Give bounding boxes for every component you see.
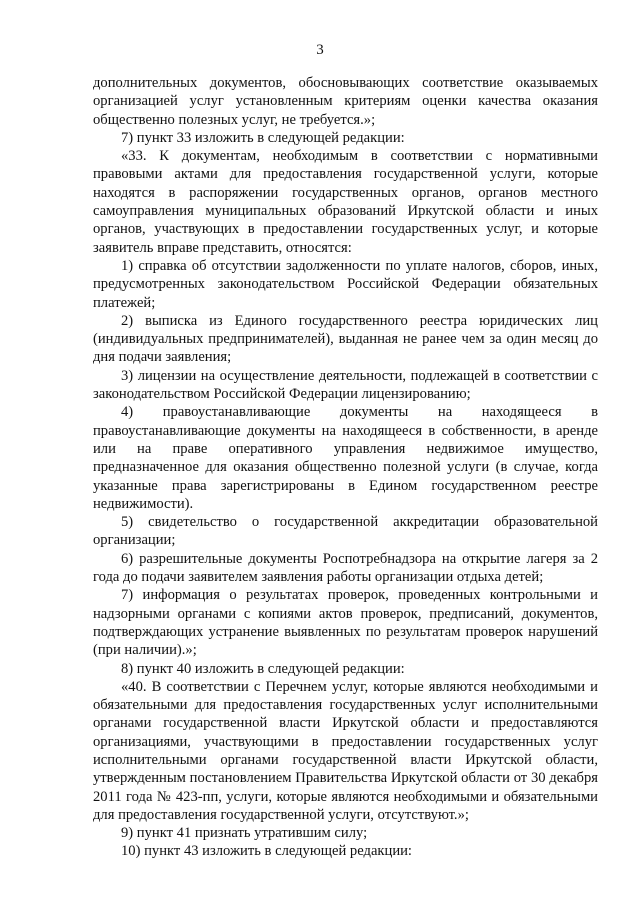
paragraph-continuation: дополнительных документов, обосновывающих соответствие оказываемых организацией услуг установленным критериям оценки качества оказания общественно полезных услуг, не требуется.»; bbox=[93, 75, 598, 128]
paragraph-subitem-5: 5) свидетельство о государственной аккредитации образовательной организации; bbox=[93, 514, 598, 549]
paragraph-subitem-6: 6) разрешительные документы Роспотребнадзора на открытие лагеря за 2 года до подачи заявителем заявления работы организации отдыха детей; bbox=[93, 550, 598, 586]
document-body bbox=[93, 74, 598, 861]
page-number: 3 bbox=[316, 42, 324, 58]
paragraph-item-10: 10) пункт 43 изложить в следующей редакции: bbox=[121, 843, 412, 860]
paragraph-clause-33: «33. К документам, необходимым в соответствии с нормативными правовыми актами для предоставления государственной услуги, которые находятся в распоряжении государственных органов, органов местного самоуправления муниципальных образований Иркутской области и иных органов, участвующих в предоставлении государственных услуг, и которые заявитель вправе представить, относятся: bbox=[93, 148, 598, 256]
paragraph-subitem-3: 3) лицензии на осуществление деятельности, подлежащей в соответствии с законодательством Российской Федерации лицензированию; bbox=[93, 367, 598, 403]
paragraph-subitem-1: 1) справка об отсутствии задолженности по уплате налогов, сборов, иных, предусмотренных законодательством Российской Федерации обязательных платежей; bbox=[93, 257, 598, 311]
paragraph-subitem-2: 2) выписка из Единого государственного реестра юридических лиц (индивидуальных предпринимателей), выданная не ранее чем за один месяц до дня подачи заявления; bbox=[93, 312, 598, 366]
paragraph-clause-40: «40. В соответствии с Перечнем услуг, которые являются необходимыми и обязательными для предоставления государственных услуг исполнительными органами государственной власти Иркутской области и предоставляются организациями, участвующими в предоставлении государственных услуг исполнительными органами государственной власти Иркутской области, утвержденным постановлением Правительства Иркутской области от 30 декабря 2011 года № 423-пп, услуги, которые являются необходимыми и обязательными для предоставления государственной услуги, отсутствуют.»; bbox=[93, 678, 598, 823]
paragraph-item-9: 9) пункт 41 признать утратившим силу; bbox=[121, 825, 368, 842]
paragraph-item-7: 7) пункт 33 изложить в следующей редакции: bbox=[121, 129, 405, 146]
paragraph-item-8: 8) пункт 40 изложить в следующей редакции: bbox=[121, 660, 405, 677]
paragraph-subitem-4: 4) правоустанавливающие документы на находящееся в правоустанавливающие документы на находящееся в собственности, в аренде или на праве оперативного управления недвижимое имущество, предназначенное для оказания общественно полезной услуги (в случае, когда указанные права зарегистрированы в Едином государственном реестре недвижимости). bbox=[93, 404, 598, 512]
paragraph-subitem-7: 7) информация о результатах проверок, проведенных контрольными и надзорными органами с копиями актов проверок, предписаний, документов, подтверждающих устранение выявленных по результатам проверок нарушений (при наличии).»; bbox=[93, 587, 598, 659]
